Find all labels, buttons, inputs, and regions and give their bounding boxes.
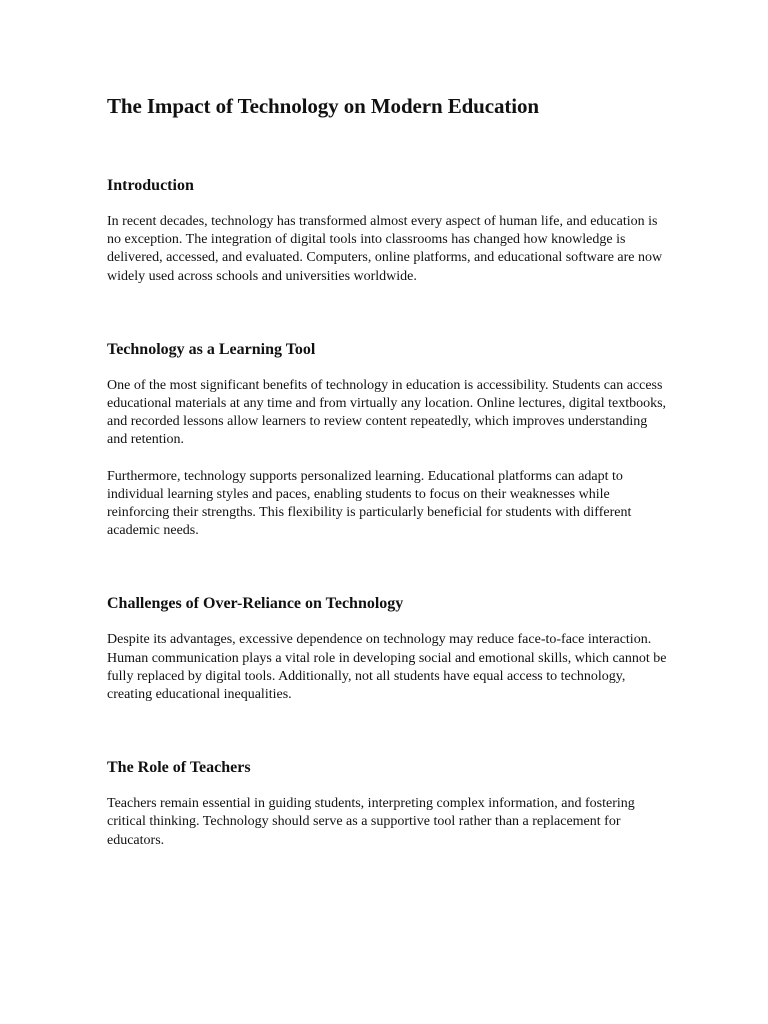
challenges-paragraph: Despite its advantages, excessive dependence on technology may reduce face-to-face interaction. Human communication plays a vital role in developing social and emotional skills, which cannot be fully replaced by digital tools. Additionally, not all students have equal access to technology, creating educational inequalities. [107,632,667,703]
document-page [107,92,667,850]
introduction-paragraph: In recent decades, technology has transformed almost every aspect of human life, and education is no exception. The integration of digital tools into classrooms has changed how knowledge is delivered, accessed, and evaluated. Computers, online platforms, and educational software are now widely used across schools and universities worldwide. [107,214,663,284]
role-of-teachers-paragraph: Teachers remain essential in guiding students, interpreting complex information, and fostering critical thinking. Technology should serve as a supportive tool rather than a replacement for educators. [107,796,635,848]
learning-tool-paragraph-2: Furthermore, technology supports personalized learning. Educational platforms can adapt to individual learning styles and paces, enabling students to focus on their weaknesses while reinforcing their strengths. This flexibility is particularly beneficial for students with different academic needs. [107,468,632,539]
section-heading-learning-tool: Technology as a Learning Tool [107,340,316,358]
document-title: The Impact of Technology on Modern Education [107,94,539,118]
section-heading-role-of-teachers: The Role of Teachers [107,759,251,777]
section-heading-introduction: Introduction [107,177,194,194]
section-heading-challenges: Challenges of Over-Reliance on Technology [107,595,404,613]
learning-tool-paragraph-1: One of the most significant benefits of technology in education is accessibility. Students can access educational materials at any time and from virtually any location. Online lectures, digital textbooks, and recorded lessons allow learners to review content repeatedly, which improves understanding and retention. [107,377,667,448]
